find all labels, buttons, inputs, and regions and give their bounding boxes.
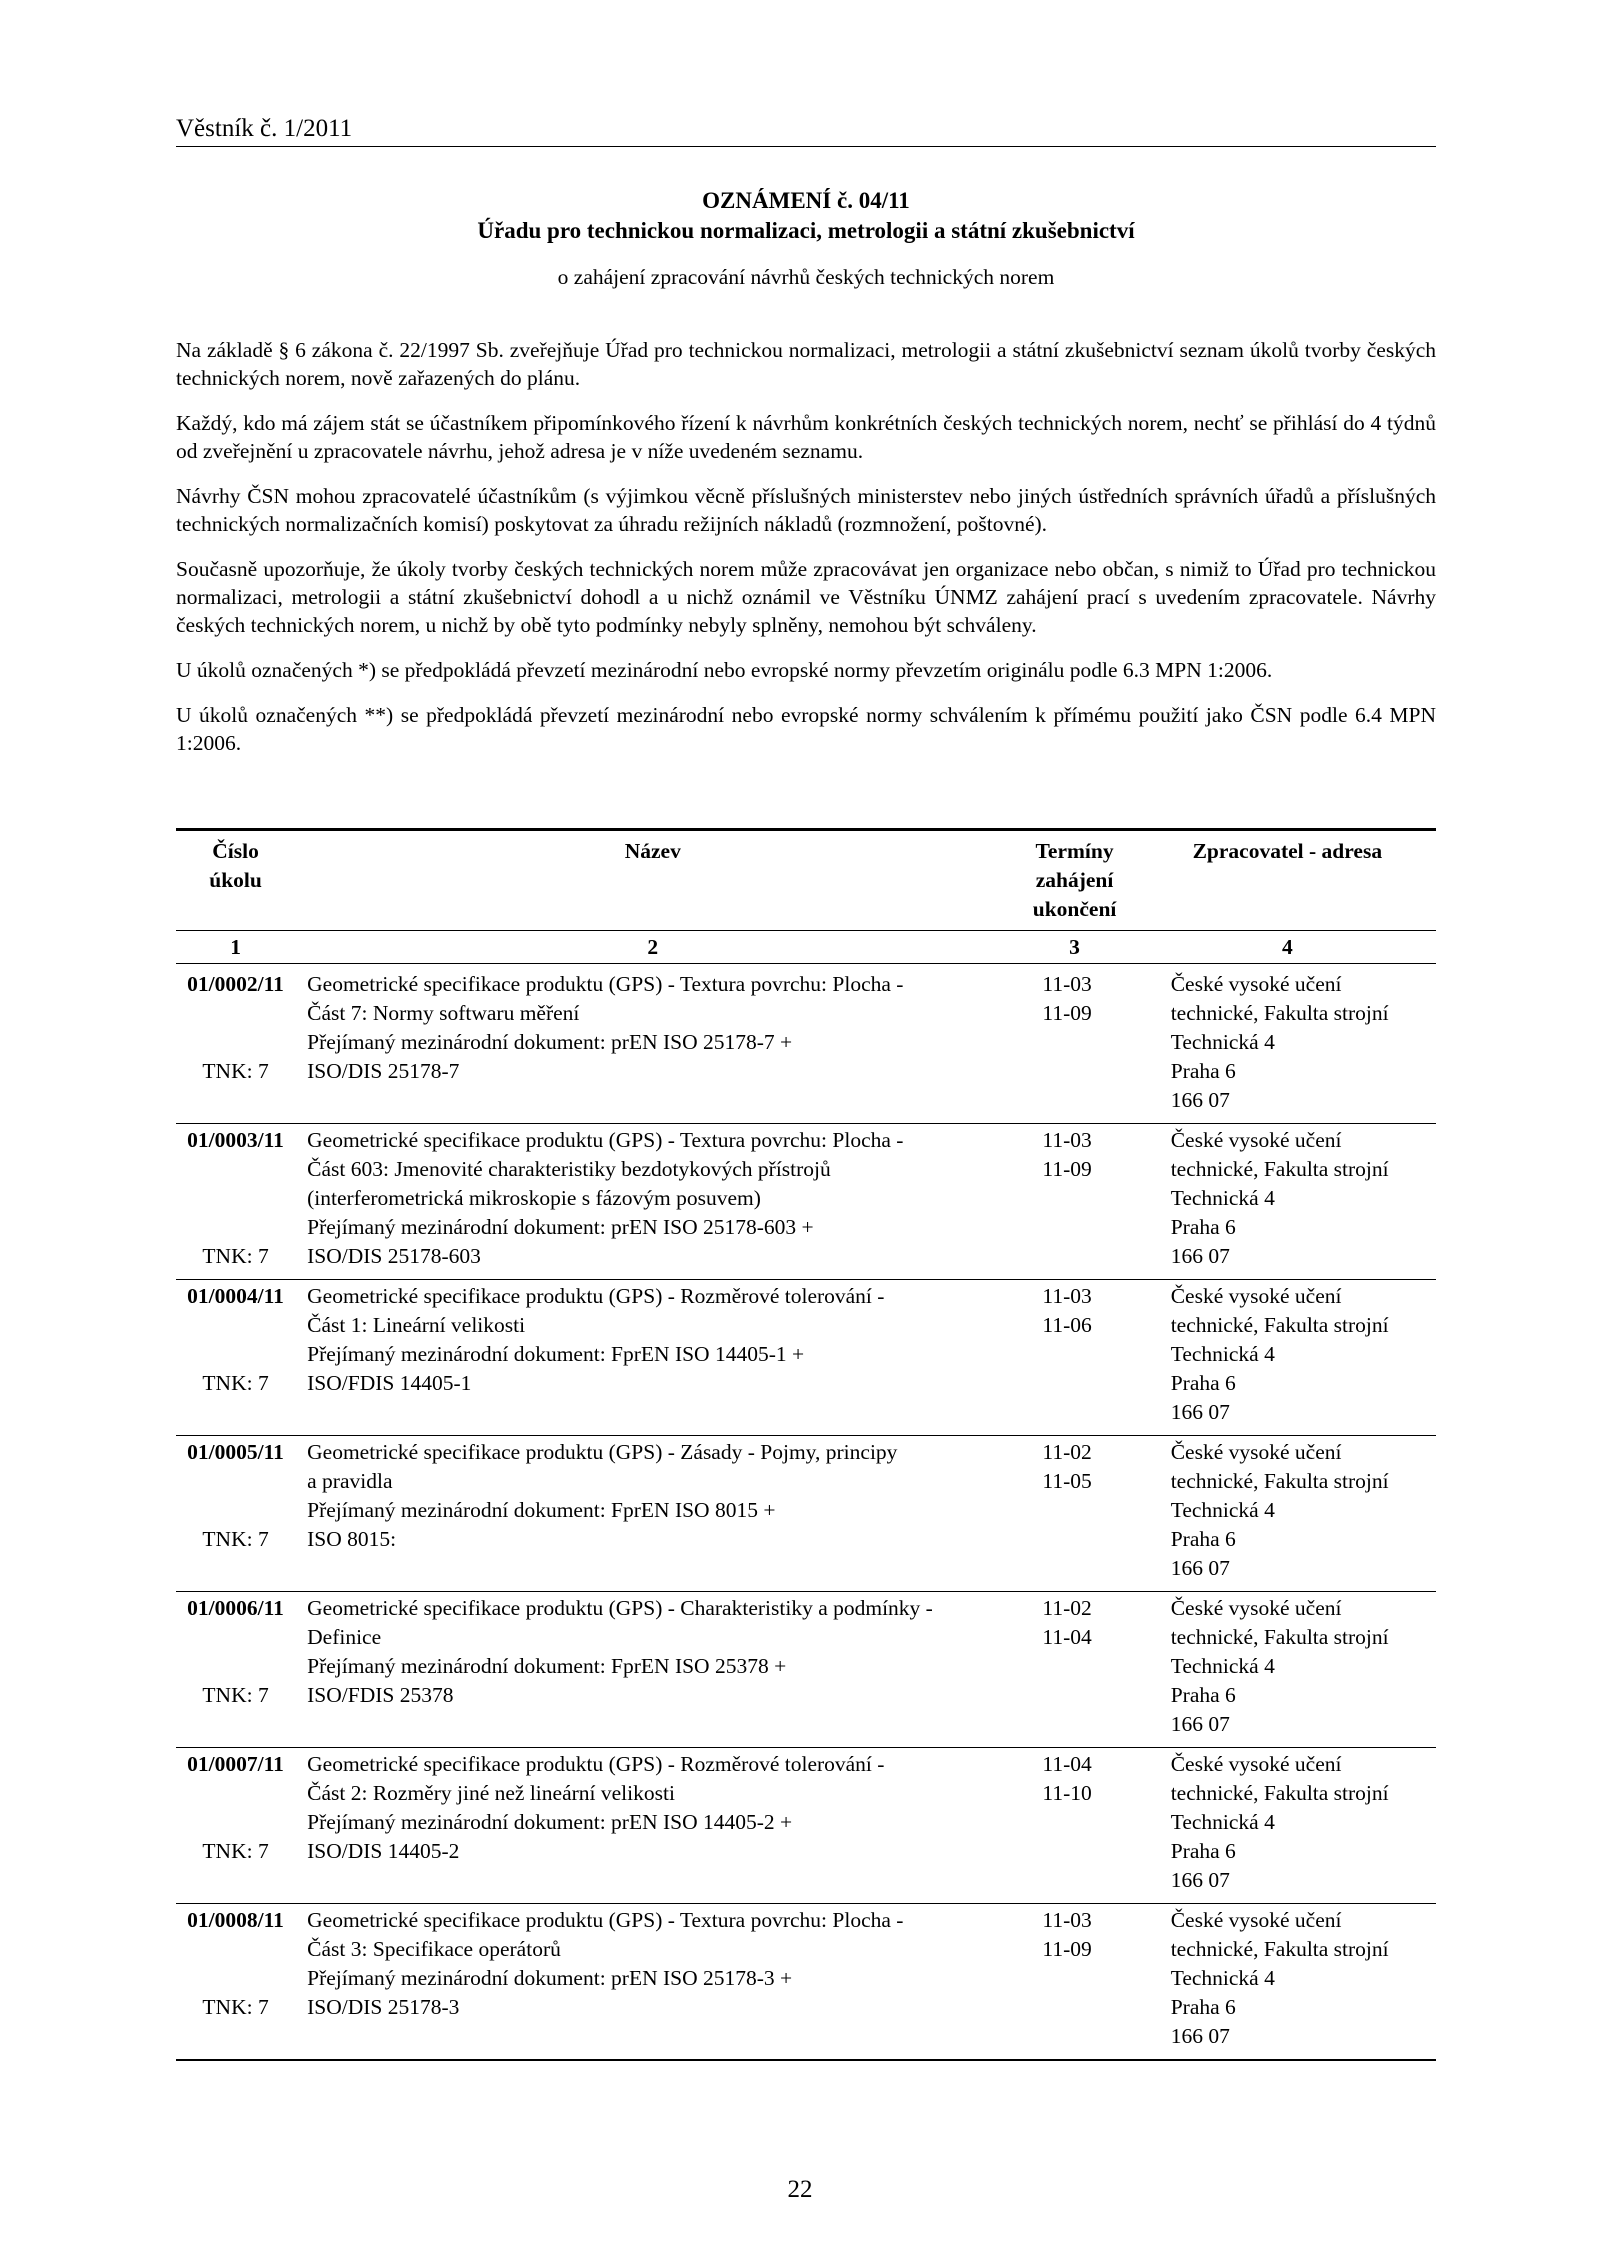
- announcement-subject: o zahájení zpracování návrhů českých technických norem: [557, 265, 1055, 289]
- processor-address-line: technické, Fakulta strojní: [1170, 1313, 1389, 1337]
- header-name: Název: [295, 830, 1010, 931]
- task-cell: [176, 1748, 295, 1904]
- tasks-table: [176, 828, 1436, 2061]
- task-cell: [176, 1592, 295, 1748]
- task-name-line: Geometrické specifikace produktu (GPS) - Zásady - Pojmy, principy: [307, 1440, 898, 1464]
- header-text: zahájení: [1035, 868, 1114, 892]
- task-name-line: a pravidla: [307, 1469, 393, 1493]
- task-name-cell: [295, 1904, 1010, 2061]
- column-number: 4: [1139, 931, 1436, 964]
- task-name-line: Část 1: Lineární velikosti: [307, 1313, 526, 1337]
- task-cell: [176, 964, 295, 1124]
- end-date: 11-09: [1042, 1157, 1092, 1181]
- dates-cell: [1010, 1436, 1138, 1592]
- task-name-line: Definice: [307, 1625, 382, 1649]
- processor-address-line: technické, Fakulta strojní: [1170, 1001, 1389, 1025]
- page-number: 22: [787, 2176, 813, 2203]
- task-name-line: Přejímaný mezinárodní dokument: FprEN ISO 14405-1 +: [307, 1342, 805, 1366]
- tnk-label: TNK: 7: [202, 1527, 269, 1551]
- processor-address-line: technické, Fakulta strojní: [1170, 1781, 1389, 1805]
- processor-address-line: České vysoké učení: [1170, 1284, 1342, 1308]
- task-name-line: ISO/DIS 14405-2: [307, 1839, 460, 1863]
- processor-address-line: Praha 6: [1170, 1995, 1236, 2019]
- running-header: Věstník č. 1/2011: [176, 112, 1436, 147]
- processor-address-line: 166 07: [1170, 1556, 1230, 1580]
- task-name-line: ISO/DIS 25178-3: [307, 1995, 460, 2019]
- processor-address-line: České vysoké učení: [1170, 972, 1342, 996]
- task-name-line: ISO/DIS 25178-7: [307, 1059, 460, 1083]
- dates-cell: [1010, 964, 1138, 1124]
- processor-address-line: 166 07: [1170, 2024, 1230, 2048]
- processor-address-line: České vysoké učení: [1170, 1128, 1342, 1152]
- task-name-cell: [295, 1280, 1010, 1436]
- start-date: 11-03: [1042, 972, 1092, 996]
- processor-cell: [1139, 1748, 1436, 1904]
- header-text: úkolu: [209, 868, 262, 892]
- task-number: 01/0002/11: [187, 972, 284, 996]
- tnk-label: TNK: 7: [202, 1995, 269, 2019]
- task-cell: [176, 1124, 295, 1280]
- processor-address-line: Technická 4: [1170, 1498, 1275, 1522]
- processor-address-line: České vysoké učení: [1170, 1440, 1342, 1464]
- task-name-line: Přejímaný mezinárodní dokument: prEN ISO 25178-7 +: [307, 1030, 793, 1054]
- dates-cell: [1010, 1748, 1138, 1904]
- start-date: 11-03: [1042, 1284, 1092, 1308]
- paragraph: U úkolů označených *) se předpokládá převzetí mezinárodní nebo evropské normy převzetím originálu podle 6.3 MPN 1:2006.: [176, 658, 1273, 682]
- announcement-title-block: [176, 186, 1436, 292]
- task-name-line: Část 3: Specifikace operátorů: [307, 1937, 561, 1961]
- paragraph: Současně upozorňuje, že úkoly tvorby českých technických norem může zpracovávat jen organizace nebo občan, s nimiž to Úřad pro technickou normalizaci, metrologii a státní zkušebnictví dohodl a u nichž oznámil ve Věstníku ÚNMZ zahájení prací s uvedením zpracovatele. Návrhy českých technických norem, u nichž by obě tyto podmínky nebyly splněny, nemohou být schváleny.: [176, 557, 1436, 637]
- task-name-cell: [295, 1748, 1010, 1904]
- processor-address-line: technické, Fakulta strojní: [1170, 1937, 1389, 1961]
- processor-address-line: Praha 6: [1170, 1839, 1236, 1863]
- table-row: [176, 1904, 1436, 2061]
- task-name-line: Přejímaný mezinárodní dokument: prEN ISO 25178-3 +: [307, 1966, 793, 1990]
- end-date: 11-09: [1042, 1937, 1092, 1961]
- processor-address-line: 166 07: [1170, 1400, 1230, 1424]
- table-row: [176, 1592, 1436, 1748]
- task-name-line: Geometrické specifikace produktu (GPS) - Textura povrchu: Plocha -: [307, 972, 904, 996]
- task-name-line: Geometrické specifikace produktu (GPS) - Rozměrové tolerování -: [307, 1284, 885, 1308]
- task-name-cell: [295, 964, 1010, 1124]
- processor-cell: [1139, 1592, 1436, 1748]
- processor-cell: [1139, 1904, 1436, 2061]
- table-row: [176, 1124, 1436, 1280]
- processor-address-line: technické, Fakulta strojní: [1170, 1469, 1389, 1493]
- task-name-line: ISO/DIS 25178-603: [307, 1244, 481, 1268]
- processor-cell: [1139, 1436, 1436, 1592]
- processor-address-line: České vysoké učení: [1170, 1752, 1342, 1776]
- dates-cell: [1010, 1280, 1138, 1436]
- processor-address-line: Technická 4: [1170, 1186, 1275, 1210]
- processor-address-line: Technická 4: [1170, 1810, 1275, 1834]
- task-name-line: Část 7: Normy softwaru měření: [307, 1001, 580, 1025]
- intro-text: [176, 336, 1436, 774]
- task-number: 01/0006/11: [187, 1596, 284, 1620]
- paragraph: Návrhy ČSN mohou zpracovatelé účastníkům (s výjimkou věcně příslušných ministerstev nebo jiných ústředních správních úřadů a příslušných technických normalizačních komisí) poskytovat za úhradu režijních nákladů (rozmnožení, poštovné).: [176, 484, 1436, 536]
- task-name-line: ISO 8015:: [307, 1527, 397, 1551]
- processor-address-line: Praha 6: [1170, 1059, 1236, 1083]
- processor-address-line: Technická 4: [1170, 1342, 1275, 1366]
- end-date: 11-05: [1042, 1469, 1092, 1493]
- end-date: 11-10: [1042, 1781, 1092, 1805]
- dates-cell: [1010, 1592, 1138, 1748]
- column-number: 3: [1010, 931, 1138, 964]
- processor-address-line: Praha 6: [1170, 1371, 1236, 1395]
- processor-address-line: Praha 6: [1170, 1527, 1236, 1551]
- task-name-line: Přejímaný mezinárodní dokument: prEN ISO 14405-2 +: [307, 1810, 793, 1834]
- table-row: [176, 1436, 1436, 1592]
- processor-address-line: Praha 6: [1170, 1683, 1236, 1707]
- task-name-cell: [295, 1436, 1010, 1592]
- table-row: [176, 1280, 1436, 1436]
- processor-cell: [1139, 1124, 1436, 1280]
- announcement-issuer: Úřadu pro technickou normalizaci, metrologii a státní zkušebnictví: [477, 218, 1135, 243]
- paragraph: Na základě § 6 zákona č. 22/1997 Sb. zveřejňuje Úřad pro technickou normalizaci, metrologii a státní zkušebnictví seznam úkolů tvorby českých technických norem, nově zařazených do plánu.: [176, 338, 1436, 390]
- processor-address-line: 166 07: [1170, 1712, 1230, 1736]
- task-name-line: Část 603: Jmenovité charakteristiky bezdotykových přístrojů: [307, 1157, 831, 1181]
- table-row: [176, 964, 1436, 1124]
- header-processor: Zpracovatel - adresa: [1139, 830, 1436, 931]
- processor-address-line: 166 07: [1170, 1088, 1230, 1112]
- table-header-row: [176, 830, 1436, 931]
- header-task-number: [176, 830, 295, 931]
- start-date: 11-04: [1042, 1752, 1092, 1776]
- table-row: [176, 1748, 1436, 1904]
- processor-cell: [1139, 964, 1436, 1124]
- task-name-line: ISO/FDIS 25378: [307, 1683, 454, 1707]
- task-name-line: Přejímaný mezinárodní dokument: prEN ISO 25178-603 +: [307, 1215, 814, 1239]
- task-name-line: Přejímaný mezinárodní dokument: FprEN ISO 25378 +: [307, 1654, 787, 1678]
- processor-address-line: České vysoké učení: [1170, 1596, 1342, 1620]
- table-body: [176, 964, 1436, 2061]
- start-date: 11-03: [1042, 1128, 1092, 1152]
- paragraph: U úkolů označených **) se předpokládá převzetí mezinárodní nebo evropské normy schválením k přímému použití jako ČSN podle 6.4 MPN 1:2006.: [176, 703, 1436, 755]
- column-number-row: [176, 931, 1436, 964]
- header-text: ukončení: [1032, 897, 1117, 921]
- header-text: Číslo: [212, 839, 259, 863]
- processor-address-line: Praha 6: [1170, 1215, 1236, 1239]
- task-cell: [176, 1436, 295, 1592]
- dates-cell: [1010, 1124, 1138, 1280]
- task-name-cell: [295, 1124, 1010, 1280]
- task-number: 01/0005/11: [187, 1440, 284, 1464]
- processor-address-line: 166 07: [1170, 1868, 1230, 1892]
- tnk-label: TNK: 7: [202, 1371, 269, 1395]
- column-number: 2: [295, 931, 1010, 964]
- end-date: 11-06: [1042, 1313, 1092, 1337]
- header-dates: [1010, 830, 1138, 931]
- task-name-line: Geometrické specifikace produktu (GPS) - Rozměrové tolerování -: [307, 1752, 885, 1776]
- tnk-label: TNK: 7: [202, 1683, 269, 1707]
- task-name-line: Část 2: Rozměry jiné než lineární velikosti: [307, 1781, 675, 1805]
- task-name-cell: [295, 1592, 1010, 1748]
- tnk-label: TNK: 7: [202, 1244, 269, 1268]
- dates-cell: [1010, 1904, 1138, 2061]
- announcement-title: OZNÁMENÍ č. 04/11: [702, 188, 910, 213]
- processor-address-line: České vysoké učení: [1170, 1908, 1342, 1932]
- task-number: 01/0008/11: [187, 1908, 284, 1932]
- tnk-label: TNK: 7: [202, 1059, 269, 1083]
- tnk-label: TNK: 7: [202, 1839, 269, 1863]
- task-cell: [176, 1904, 295, 2061]
- processor-address-line: 166 07: [1170, 1244, 1230, 1268]
- processor-address-line: Technická 4: [1170, 1030, 1275, 1054]
- processor-address-line: technické, Fakulta strojní: [1170, 1157, 1389, 1181]
- column-number: 1: [176, 931, 295, 964]
- task-name-line: (interferometrická mikroskopie s fázovým posuvem): [307, 1186, 761, 1210]
- task-number: 01/0007/11: [187, 1752, 284, 1776]
- task-name-line: Geometrické specifikace produktu (GPS) - Charakteristiky a podmínky -: [307, 1596, 933, 1620]
- task-number: 01/0003/11: [187, 1128, 284, 1152]
- start-date: 11-03: [1042, 1908, 1092, 1932]
- task-cell: [176, 1280, 295, 1436]
- processor-address-line: Technická 4: [1170, 1654, 1275, 1678]
- paragraph: Každý, kdo má zájem stát se účastníkem připomínkového řízení k návrhům konkrétních českých technických norem, nechť se přihlásí do 4 týdnů od zveřejnění u zpracovatele návrhu, jehož adresa je v níže uvedeném seznamu.: [176, 411, 1436, 463]
- start-date: 11-02: [1042, 1440, 1092, 1464]
- end-date: 11-04: [1042, 1625, 1092, 1649]
- processor-address-line: Technická 4: [1170, 1966, 1275, 1990]
- task-name-line: Přejímaný mezinárodní dokument: FprEN ISO 8015 +: [307, 1498, 776, 1522]
- task-name-line: Geometrické specifikace produktu (GPS) - Textura povrchu: Plocha -: [307, 1128, 904, 1152]
- processor-cell: [1139, 1280, 1436, 1436]
- task-number: 01/0004/11: [187, 1284, 284, 1308]
- task-name-line: ISO/FDIS 14405-1: [307, 1371, 472, 1395]
- task-name-line: Geometrické specifikace produktu (GPS) - Textura povrchu: Plocha -: [307, 1908, 904, 1932]
- header-text: Termíny: [1035, 839, 1114, 863]
- start-date: 11-02: [1042, 1596, 1092, 1620]
- processor-address-line: technické, Fakulta strojní: [1170, 1625, 1389, 1649]
- end-date: 11-09: [1042, 1001, 1092, 1025]
